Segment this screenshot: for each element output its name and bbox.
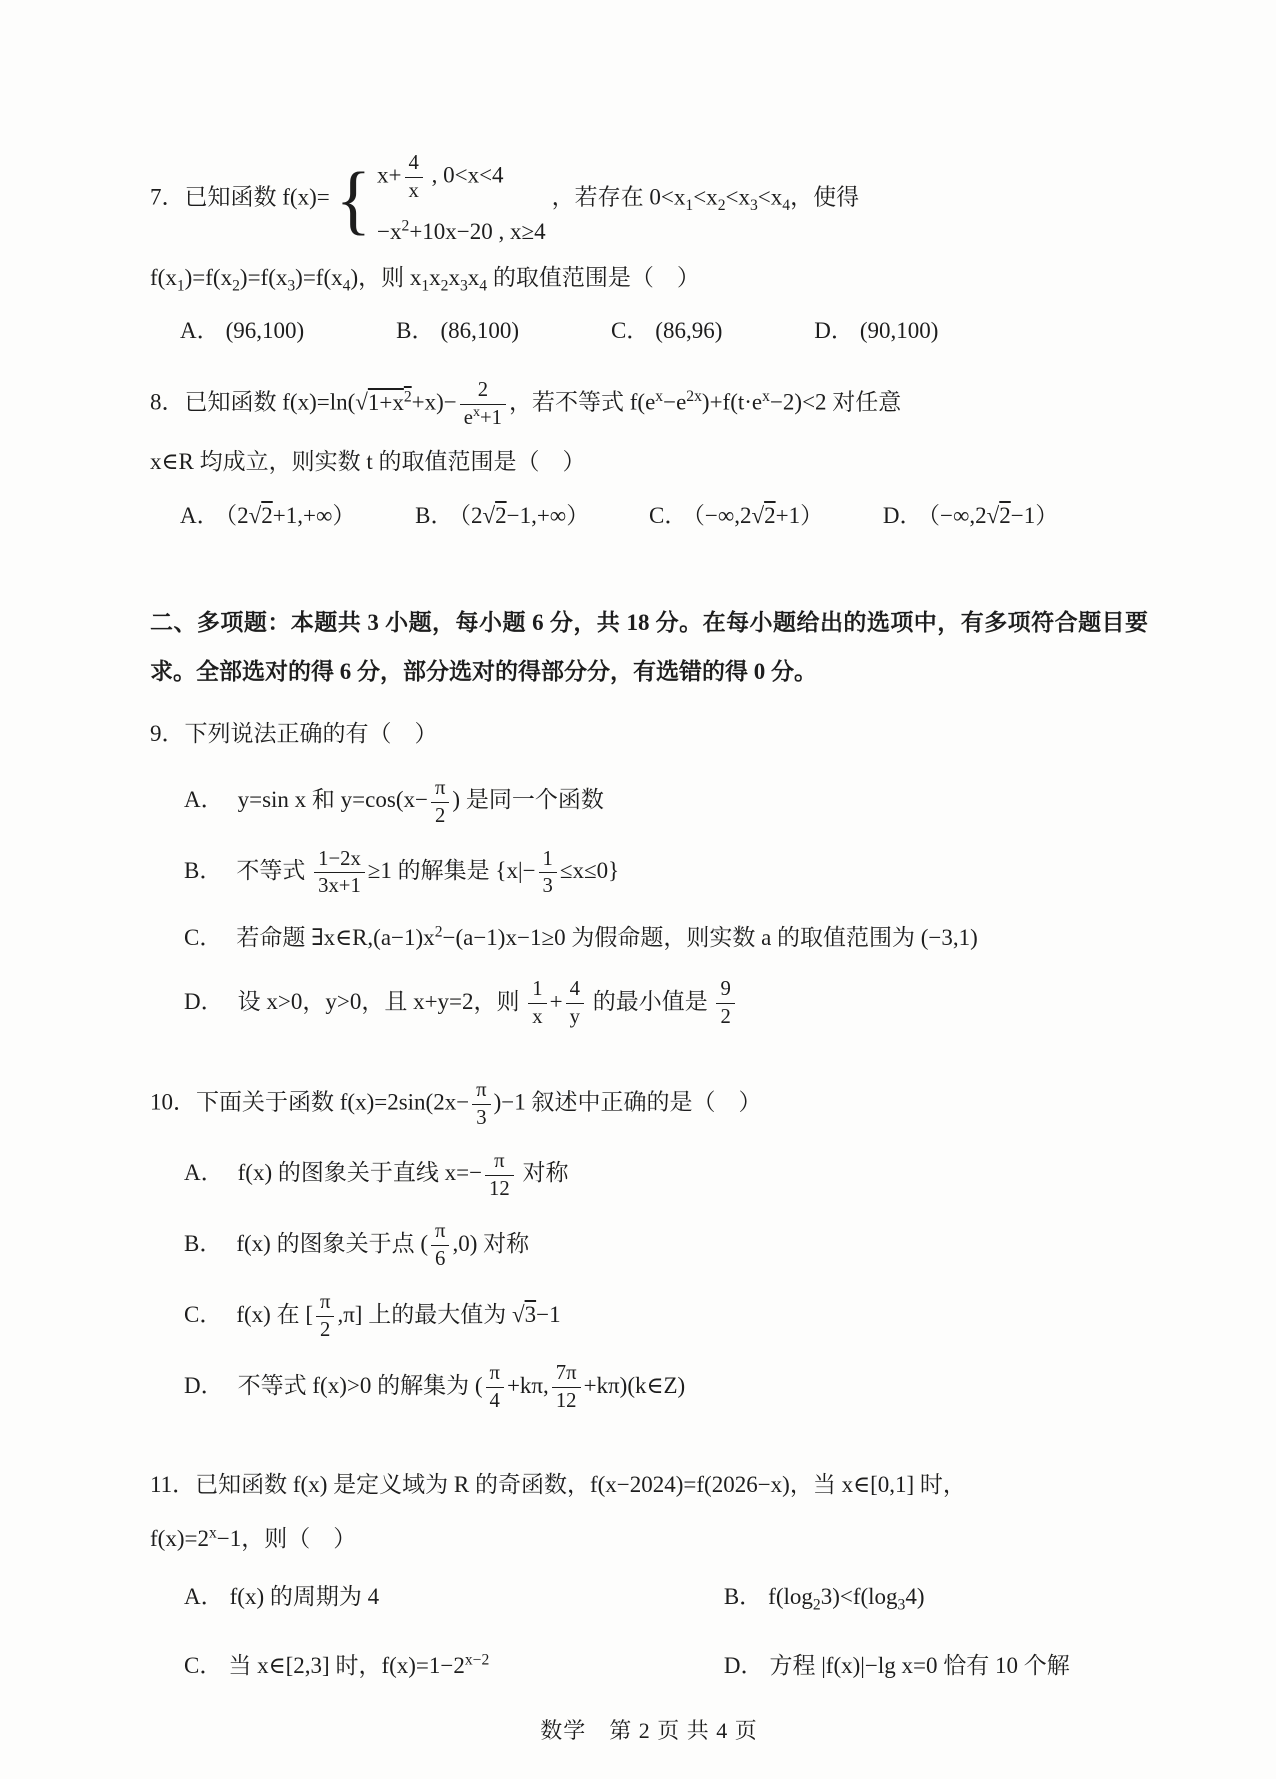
problem-10-stem: 10．下面关于函数 f(x)=2sin(2x− $\frac{\pi}{3}$ )−1 叙述中正确的是（ ） (150, 1077, 1148, 1132)
problem-8-option-d (883, 497, 1058, 530)
problem-7-options (180, 312, 938, 345)
problem-9-option-c (184, 916, 1148, 960)
problem-7-stem-line-1: 7．已知函数 f(x)= { x+ $\frac{4}{x}$ , 0<x<4 $-x^2+10x-20$ , x≥4 ，若存在 $0<x_1<x_2<x_3<x_4$，使得 (150, 152, 860, 244)
problem-9 (150, 710, 1148, 1046)
option-text: f(x) 的周期为 4 (229, 1583, 380, 1609)
option-text: (90,100) (859, 318, 939, 344)
problem-10-option-c (184, 1289, 1148, 1344)
problem-11-option-a (184, 1578, 724, 1613)
option-text: 不等式 f(x)>0 的解集为 ( $\frac{\pi}{4}$ +kπ, $\frac{7\pi}{12}$ +kπ)(k∈Z) (238, 1373, 686, 1398)
option-label: B． (415, 502, 454, 528)
problem-11-stem-line-2: $f(x)=2^x-1$，则（ ） (150, 1524, 357, 1552)
option-text: 不等式 $\frac{1-2x}{3x+1}$ ≥1 的解集是 {x|− $\frac{1}{3}$ ≤x≤0} (236, 858, 619, 883)
option-text: (96,100) (225, 318, 305, 344)
option-label: C． (184, 1301, 223, 1327)
problem-8-option-a (180, 497, 355, 530)
problem-9-option-b (184, 846, 1148, 901)
option-label: C． (649, 502, 688, 528)
problem-8-option-c (649, 497, 823, 530)
option-text: （2√2+1,+∞） (225, 502, 356, 528)
problem-9-option-a (184, 775, 1148, 830)
option-label: C． (610, 318, 650, 344)
option-label: D． (723, 1652, 764, 1678)
option-label: A． (180, 318, 220, 344)
problem-11-option-b (724, 1578, 1148, 1613)
problem-8-option-b (415, 497, 589, 530)
problem-7-stem-line-2: $f(x_1)=f(x_2)=f(x_3)=f(x_4)$，则 $x_1x_2x_3x_4$ 的取值范围是（ ） (150, 265, 700, 295)
option-text: f(x) 在 [ $\frac{\pi}{2}$ ,π] 上的最大值为 √3−1 (236, 1302, 560, 1327)
option-label: D． (882, 502, 923, 528)
option-label: A． (184, 1160, 224, 1186)
option-label: B． (184, 858, 223, 884)
option-text: 方程 |f(x)|−lg x=0 恰有 10 个解 (769, 1652, 1070, 1678)
problem-11 (150, 1461, 1148, 1684)
option-text: （2√2−1,+∞） (459, 502, 590, 528)
problem-10 (150, 1077, 1148, 1431)
option-text: y=sin x 和 y=cos(x− $\frac{\pi}{2}$ ) 是同一个函数 (238, 787, 604, 812)
problem-8-options (180, 497, 1058, 530)
option-label: D． (184, 1372, 224, 1398)
problem-7-option-a (180, 312, 304, 345)
problem-8-stem-line-2: x∈R 均成立，则实数 t 的取值范围是（ ） (150, 449, 586, 475)
option-label: D． (184, 988, 224, 1014)
problem-10-option-a (184, 1148, 1148, 1203)
problem-9-option-d (184, 976, 1148, 1031)
option-text: （−∞,2√2+1） (693, 502, 824, 528)
page-footer: 数学 第 2 页 共 4 页 (540, 1717, 758, 1743)
problem-11-options (184, 1578, 1148, 1680)
option-text: (86,100) (440, 318, 520, 344)
option-text: 当 x∈[2,3] 时，$f(x)=1-2^{x-2}$ (228, 1651, 490, 1678)
problem-7 (150, 150, 1148, 347)
problem-8-stem-line-1: 8．已知函数 $f(x)=\ln(√1+x^2+x)-$ $\frac{2}{e^x+1}$ ，若不等式 $f(e^x-e^{2x})+f(t\cdot e^x-2)<2$ 对任意 (150, 377, 1148, 432)
option-text: 若命题 $\exists x\in R,(a-1)x^2-(a-1)x-1\ge 0$ 为假命题，则实数 a 的取值范围为 (−3,1) (236, 923, 978, 951)
problem-10-option-b (184, 1218, 1148, 1273)
option-label: B． (723, 1583, 763, 1609)
option-label: C． (184, 1652, 223, 1678)
section-2-header: 二、多项题：本题共 3 小题，每小题 6 分，共 18 分。在每小题给出的选项中，有多项符合题目要求。全部选对的得 6 分，部分选对的得部分分，有选错的得 0 分。 (150, 609, 1148, 684)
option-label: D． (814, 318, 854, 344)
option-label: B． (396, 318, 435, 344)
problem-8 (150, 377, 1148, 531)
problem-7-option-b (396, 312, 519, 345)
option-label: A． (184, 787, 224, 813)
option-label: A． (184, 1583, 224, 1609)
option-label: A． (180, 502, 220, 528)
option-text: f(x) 的图象关于点 ( $\frac{\pi}{6}$ ,0) 对称 (236, 1231, 529, 1256)
problem-11-option-d (724, 1647, 1148, 1680)
option-label: C． (184, 925, 223, 951)
option-text: 设 x>0，y>0，且 x+y=2，则 $\frac{1}{x}$ + $\frac{4}{y}$ 的最小值是 $\frac{9}{2}$ (238, 989, 738, 1014)
option-text: f(x) 的图象关于直线 x=− $\frac{\pi}{12}$ 对称 (238, 1160, 569, 1185)
problem-9-stem: 9．下列说法正确的有（ ） (150, 721, 438, 747)
problem-7-option-c (611, 312, 722, 345)
problem-11-option-c (184, 1647, 724, 1680)
option-text: (86,96) (655, 318, 723, 344)
option-text: $f(\log_23)<f(\log_34)$ (768, 1583, 925, 1614)
problem-11-stem-line-1: 11．已知函数 f(x) 是定义域为 R 的奇函数，f(x−2024)=f(2026−x)，当 x∈[0,1] 时， (150, 1471, 966, 1497)
option-text: （−∞,2√2−1） (928, 502, 1059, 528)
problem-10-option-d (184, 1360, 1148, 1415)
problem-7-option-d (814, 312, 938, 345)
option-label: B． (184, 1231, 223, 1257)
